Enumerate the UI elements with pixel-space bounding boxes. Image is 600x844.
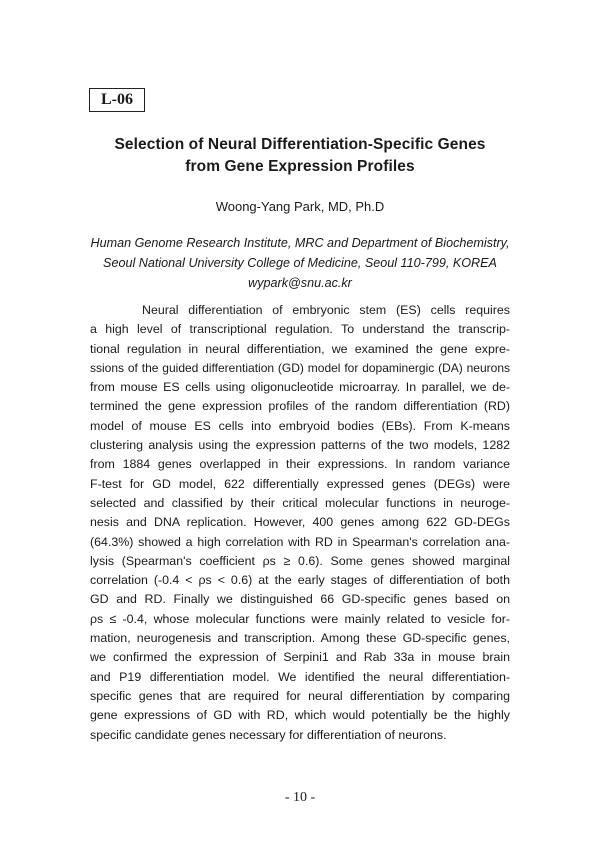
- abstract-line: from mouse ES cells using oligonucleotide microarray. In parallel, we de-: [90, 380, 510, 395]
- abstract-line: ssions of the guided differentiation (GD) model for dopaminergic (DA) neurons: [90, 360, 510, 375]
- paper-title: [60, 134, 540, 178]
- abstract-line: from 1884 genes overlapped in their expressions. In random variance: [90, 457, 510, 472]
- abstract-line: and P19 differentiation model. We identified the neural differentiation-: [90, 669, 510, 684]
- author-name: Woong-Yang Park, MD, Ph.D: [215, 199, 385, 214]
- abstract-line: selected and classified by their critical molecular functions in neuroge-: [90, 495, 510, 510]
- page-number: - 10 -: [284, 790, 316, 805]
- abstract-line: tional regulation in neural differentiation, we examined the gene expre-: [90, 341, 510, 356]
- abstract-line: lysis (Spearman's coefficient ρs ≥ 0.6). Some genes showed marginal: [90, 553, 510, 568]
- abstract-line: (64.3%) showed a high correlation with RD in Spearman's correlation ana-: [90, 534, 510, 549]
- abstract-line: specific genes that are required for neural differentiation by comparing: [90, 688, 510, 703]
- title-line: Selection of Neural Differentiation-Specific Genes: [114, 136, 486, 153]
- abstract-line: correlation (-0.4 < ρs < 0.6) at the early stages of differentiation of both: [90, 573, 510, 588]
- abstract-line: we confirmed the expression of Serpini1 and Rab 33a in mouse brain: [90, 650, 510, 665]
- affiliation-line: Seoul National University College of Medicine, Seoul 110-799, KOREA: [103, 256, 497, 270]
- abstract-line: ρs ≤ -0.4, whose molecular functions were mainly related to vesicle for-: [90, 611, 510, 626]
- abstract-body: [90, 301, 510, 745]
- affiliation-line: Human Genome Research Institute, MRC and Department of Biochemistry,: [90, 236, 510, 250]
- abstract-line: a high level of transcriptional regulation. To understand the transcrip-: [90, 322, 510, 337]
- abstract-line: termined the gene expression profiles of the random differentiation (RD): [90, 399, 510, 414]
- affiliation: [60, 233, 540, 293]
- abstract-line: clustering analysis using the expression patterns of the two models, 1282: [90, 438, 510, 453]
- abstract-line: Neural differentiation of embryonic stem (ES) cells requires: [142, 303, 510, 317]
- abstract-line: gene expressions of GD with RD, which would potentially be the highly: [90, 708, 510, 723]
- abstract-line: model of mouse ES cells into embryoid bodies (EBs). From K-means: [90, 418, 510, 433]
- abstract-line: nesis and DNA replication. However, 400 genes among 622 GD-DEGs: [90, 515, 510, 530]
- title-line: from Gene Expression Profiles: [185, 158, 415, 175]
- abstract-code-label: L-06: [89, 88, 145, 112]
- abstract-line: mation, neurogenesis and transcription. Among these GD-specific genes,: [90, 631, 510, 646]
- abstract-line: GD and RD. Finally we distinguished 66 GD-specific genes based on: [90, 592, 510, 607]
- author-email: wypark@snu.ac.kr: [248, 276, 352, 290]
- abstract-line: F-test for GD model, 622 differentially expressed genes (DEGs) were: [90, 476, 510, 491]
- abstract-line: specific candidate genes necessary for differentiation of neurons.: [90, 727, 447, 742]
